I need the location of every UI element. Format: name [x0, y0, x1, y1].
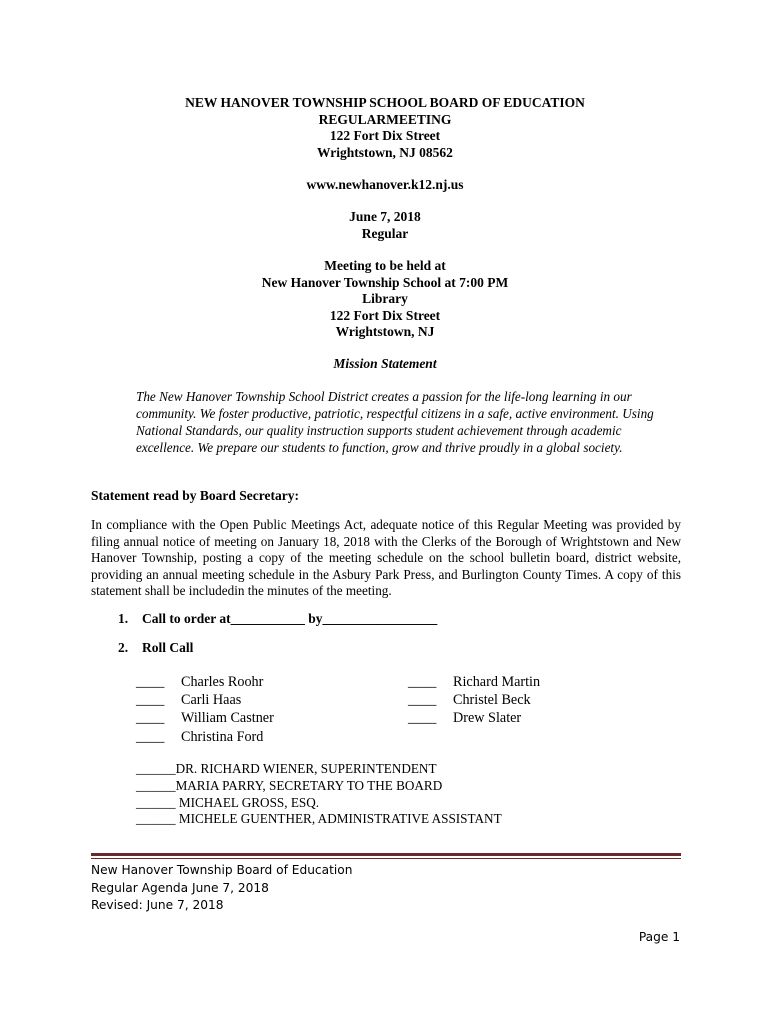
board-member-name: William Castner — [181, 710, 274, 727]
agenda-item-roll-call — [118, 640, 193, 656]
roll-call-row — [136, 673, 274, 691]
mission-text: The New Hanover Township School District creates a passion for the life-long learning in our community. We foster productive, patriotic, respectful citizens in a safe, active environment. Using National Standards, our quality instruction supports student achievement through academic excellence. We prepare our students to function, grow and thrive proudly in a global society. — [136, 389, 654, 455]
roll-call-left-column — [136, 673, 274, 746]
secretary-heading: Statement read by Board Secretary: — [91, 488, 299, 503]
roll-call-row — [136, 728, 274, 746]
website-link[interactable]: www.newhanover.k12.nj.us — [306, 177, 464, 192]
location-city: Wrightstown, NJ — [335, 324, 435, 339]
agenda-item-text: Call to order at___________ by_________________ — [142, 611, 438, 626]
attendance-blank: ____ — [136, 674, 165, 690]
roll-call-row — [136, 709, 274, 727]
roll-call-row — [408, 691, 540, 709]
attendance-blank: ____ — [408, 674, 437, 690]
meeting-label: REGULARMEETING — [318, 111, 452, 127]
footer-divider-thick — [91, 853, 681, 856]
footer-revised-date: Revised: June 7, 2018 — [91, 898, 224, 913]
board-member-name: Christina Ford — [181, 728, 264, 745]
attendance-blank: ____ — [408, 692, 437, 709]
roll-call-row — [408, 709, 540, 727]
website-block — [0, 177, 770, 194]
board-member-name: Christel Beck — [453, 692, 531, 709]
roll-call-row — [136, 691, 274, 709]
board-member-name: Carli Haas — [181, 692, 242, 709]
board-member-name: Richard Martin — [453, 674, 541, 690]
footer-organization: New Hanover Township Board of Education — [91, 863, 353, 877]
meeting-date: June 7, 2018 — [349, 209, 421, 224]
location-intro: Meeting to be held at — [324, 258, 446, 273]
agenda-item-number: 1. — [118, 611, 129, 626]
staff-row: ______ MICHAEL GROSS, ESQ. — [136, 794, 320, 810]
agenda-item-text: Roll Call — [142, 640, 194, 655]
location-room: Library — [362, 291, 408, 306]
attendance-blank: ____ — [136, 728, 165, 745]
date-block — [0, 209, 770, 242]
notice-paragraph: In compliance with the Open Public Meetings Act, adequate notice of this Regular Meeting was provided by filing annual notice of meeting on January 18, 2018 with the Clerks of the Borough of Wrightstown and New Hanover Township, posting a copy of the meeting schedule on the school bulletin board, district website, providing an annual meeting schedule in the Asbury Park Press, and Burlington County Times. A copy of this statement shall be includedin the minutes of the meeting. — [91, 517, 681, 599]
meeting-type: Regular — [361, 225, 409, 241]
page-footer — [91, 862, 352, 915]
footer-divider-thin — [91, 858, 681, 859]
staff-row: ______MARIA PARRY, SECRETARY TO THE BOARD — [136, 777, 443, 793]
document-header — [0, 95, 770, 161]
attendance-blank: ____ — [408, 710, 437, 727]
attendance-blank: ____ — [136, 692, 165, 709]
mission-title: Mission Statement — [333, 356, 437, 371]
staff-row: ______DR. RICHARD WIENER, SUPERINTENDENT — [136, 761, 437, 776]
staff-row: ______ MICHELE GUENTHER, ADMINISTRATIVE ASSISTANT — [136, 811, 502, 827]
agenda-item-number: 2. — [118, 640, 129, 655]
board-name: NEW HANOVER TOWNSHIP SCHOOL BOARD OF EDUCATION — [185, 95, 585, 110]
board-member-name: Drew Slater — [453, 710, 522, 727]
agenda-item-call-to-order — [118, 611, 437, 627]
footer-agenda-date: Regular Agenda June 7, 2018 — [91, 880, 269, 895]
location-street: 122 Fort Dix Street — [329, 307, 441, 323]
address-city: Wrightstown, NJ 08562 — [317, 144, 453, 160]
roll-call-row — [408, 673, 540, 691]
staff-attendance-list — [136, 761, 502, 828]
page-number: Page 1 — [638, 930, 680, 944]
board-member-name: Charles Roohr — [181, 674, 264, 690]
location-block — [0, 258, 770, 341]
location-venue: New Hanover Township School at 7:00 PM — [261, 274, 509, 290]
roll-call-right-column — [408, 673, 540, 728]
attendance-blank: ____ — [136, 710, 165, 727]
address-street: 122 Fort Dix Street — [329, 128, 441, 143]
